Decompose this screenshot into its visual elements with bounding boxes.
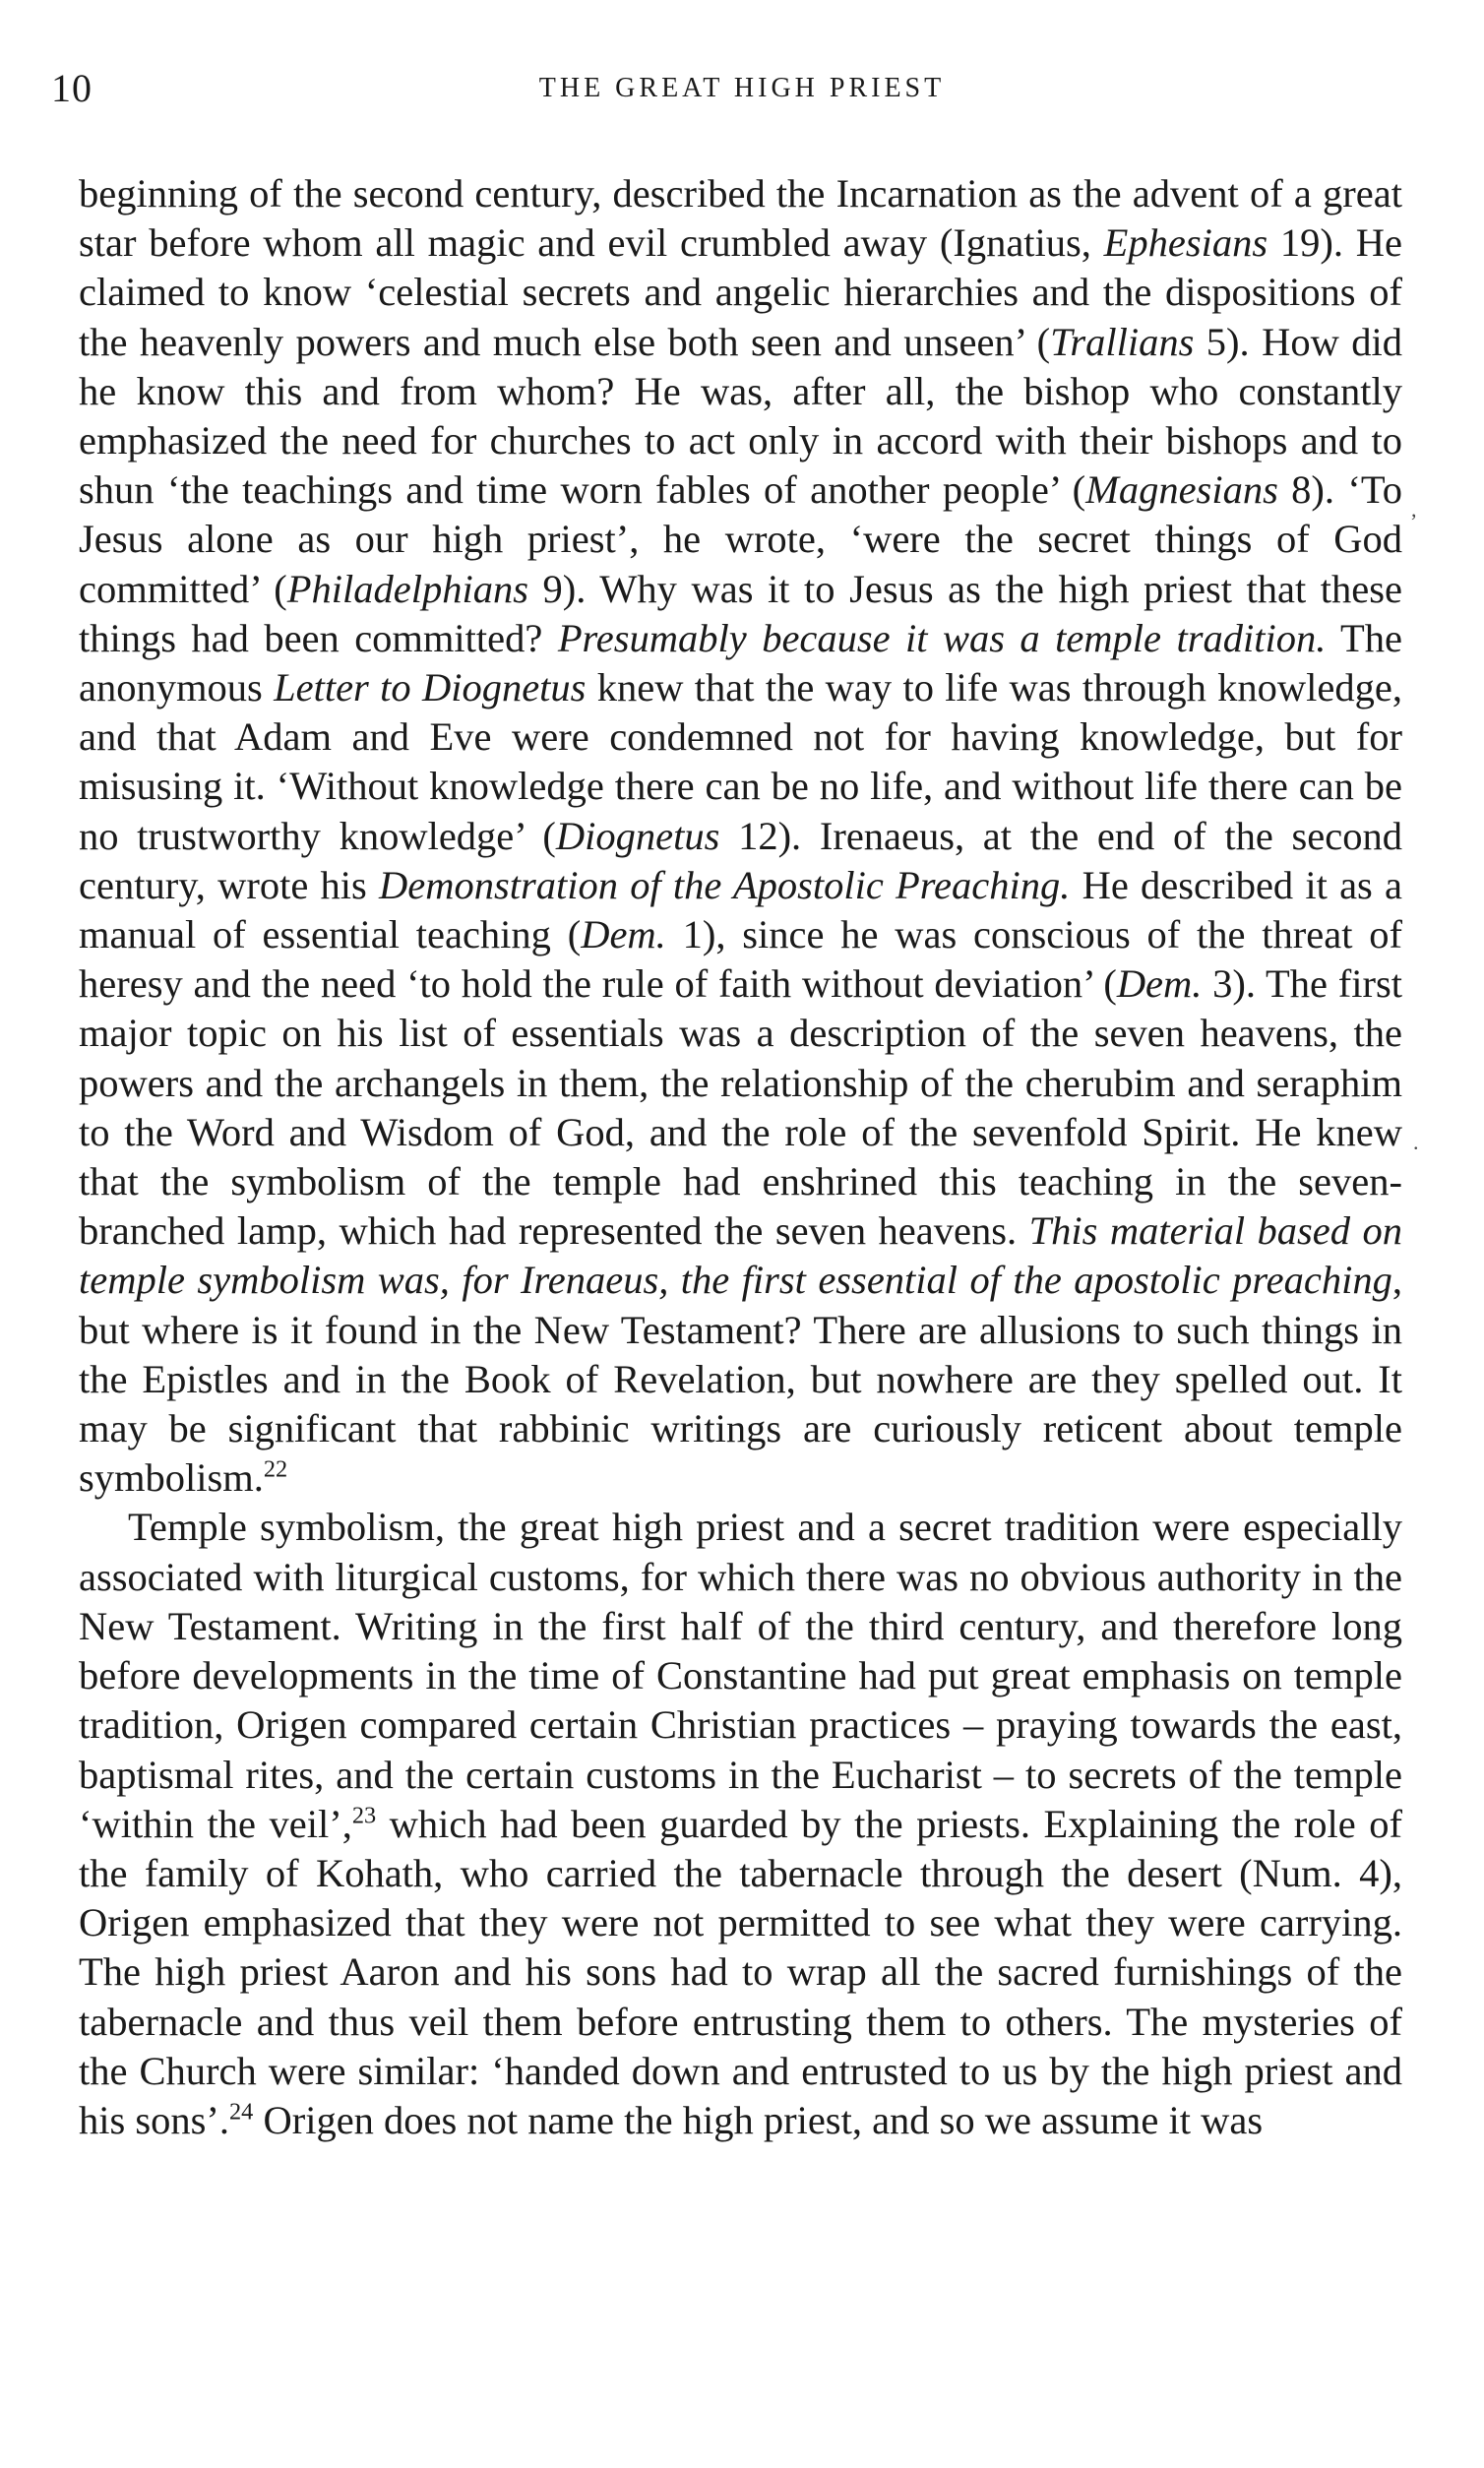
text-run: , but where is it found in the New Testament? There are allusions to such things in the Epistles and in the Book of Revelation, but nowhere are they spelled out. It may be significant that rabbinic writings are curiously reticent about temple symbolism. — [79, 1258, 1402, 1501]
text-run: The anonymous — [79, 615, 1402, 710]
italic-run: Philadelphians — [286, 566, 528, 611]
italic-run: Ephesians — [1103, 220, 1268, 266]
text-run: Temple symbolism, the great high priest and a secret tradition were especially associated with liturgical customs, for which there was no obvious authority in the New Testament. Writing in the first half of the third century, and therefore long before developments in the time of Constantine had put great emphasis on temple tradition, Origen compared certain Christian practices – praying towards the east, baptismal rites, and the certain customs in the Eucharist – to secrets of the temple ‘within the veil’, — [79, 1505, 1402, 1846]
text-run: knew that the way to life was through knowledge, and that Adam and Eve were condemned not for having knowledge, but for misusing it. ‘Without knowledge there can be no life, and without life there can be no trustworthy knowledge’ ( — [79, 665, 1402, 858]
italic-run: Trallians — [1050, 319, 1195, 364]
text-run: Origen does not name the high priest, and so we assume it was — [253, 2097, 1264, 2142]
italic-run: Presumably because it was a temple tradition. — [557, 615, 1327, 660]
text-run: He described it as a manual of essential teaching ( — [79, 862, 1402, 957]
italic-run: Letter to Diognetus — [274, 665, 587, 710]
text-run: 1), since he was conscious of the threat of heresy and the need ‘to hold the rule of faith without deviation’ ( — [79, 912, 1402, 1007]
page-header — [51, 59, 1433, 118]
italic-run: Demonstration of the Apostolic Preaching. — [379, 862, 1071, 907]
body-text — [79, 169, 1402, 2145]
text-run: beginning of the second century, described the Incarnation as the advent of a great star before whom all magic and evil crumbled away (Ignatius, — [79, 171, 1402, 266]
text-run: 3). The first major topic on his list of essentials was a description of the seven heavens, the powers and the archangels in them, the relationship of the cherubim and seraphim to the Word and Wisdom of God, and the role of the sevenfold Spirit. He knew that the symbolism of the temple had enshrined this teaching in the seven-branched lamp, which had represented the seven heavens. — [79, 961, 1402, 1254]
margin-mark: . — [1413, 1130, 1419, 1154]
italic-run: Dem. — [581, 912, 666, 957]
running-head: THE GREAT HIGH PRIEST — [538, 73, 946, 103]
text-run: 12). Irenaeus, at the end of the second century, wrote his — [79, 813, 1402, 907]
italic-run: Diognetus — [555, 813, 720, 858]
paragraph-2 — [79, 1503, 1402, 2145]
italic-run: This material based on temple symbolism was, for Irenaeus, the first essential of the apostolic preaching — [79, 1208, 1403, 1303]
text-run: 9). Why was it to Jesus as the high priest that these things had been committed? — [79, 566, 1402, 660]
text-run: 5). How did he know this and from whom? He was, after all, the bishop who constantly emphasized the need for churches to act only in accord with their bishops and to shun ‘the teachings and time worn fables of another people’ ( — [79, 319, 1402, 513]
text-run: 8). ‘To Jesus alone as our high priest’, he wrote, ‘were the secret things of God committed’ ( — [79, 467, 1402, 611]
footnote-ref: 22 — [263, 1455, 288, 1483]
margin-mark: , — [1411, 497, 1417, 522]
text-run: 19). He claimed to know ‘celestial secrets and angelic hierarchies and the dispositions of the heavenly powers and much else both seen and unseen’ ( — [79, 220, 1402, 364]
footnote-ref: 24 — [229, 2098, 254, 2126]
footnote-ref: 23 — [351, 1802, 377, 1829]
text-run: which had been guarded by the priests. Explaining the role of the family of Kohath, who carried the tabernacle through the desert (Num. 4), Origen emphasized that they were not permitted to see what they were carrying. The high priest Aaron and his sons had to wrap all the sacred furnishings of the tabernacle and thus veil them before entrusting them to others. The mysteries of the Church were similar: ‘handed down and entrusted to us by the high priest and his sons’. — [79, 1801, 1402, 2142]
page-number: 10 — [51, 66, 93, 110]
italic-run: Magnesians — [1085, 467, 1278, 513]
paragraph-1 — [79, 169, 1402, 1503]
italic-run: Dem. — [1116, 961, 1203, 1007]
